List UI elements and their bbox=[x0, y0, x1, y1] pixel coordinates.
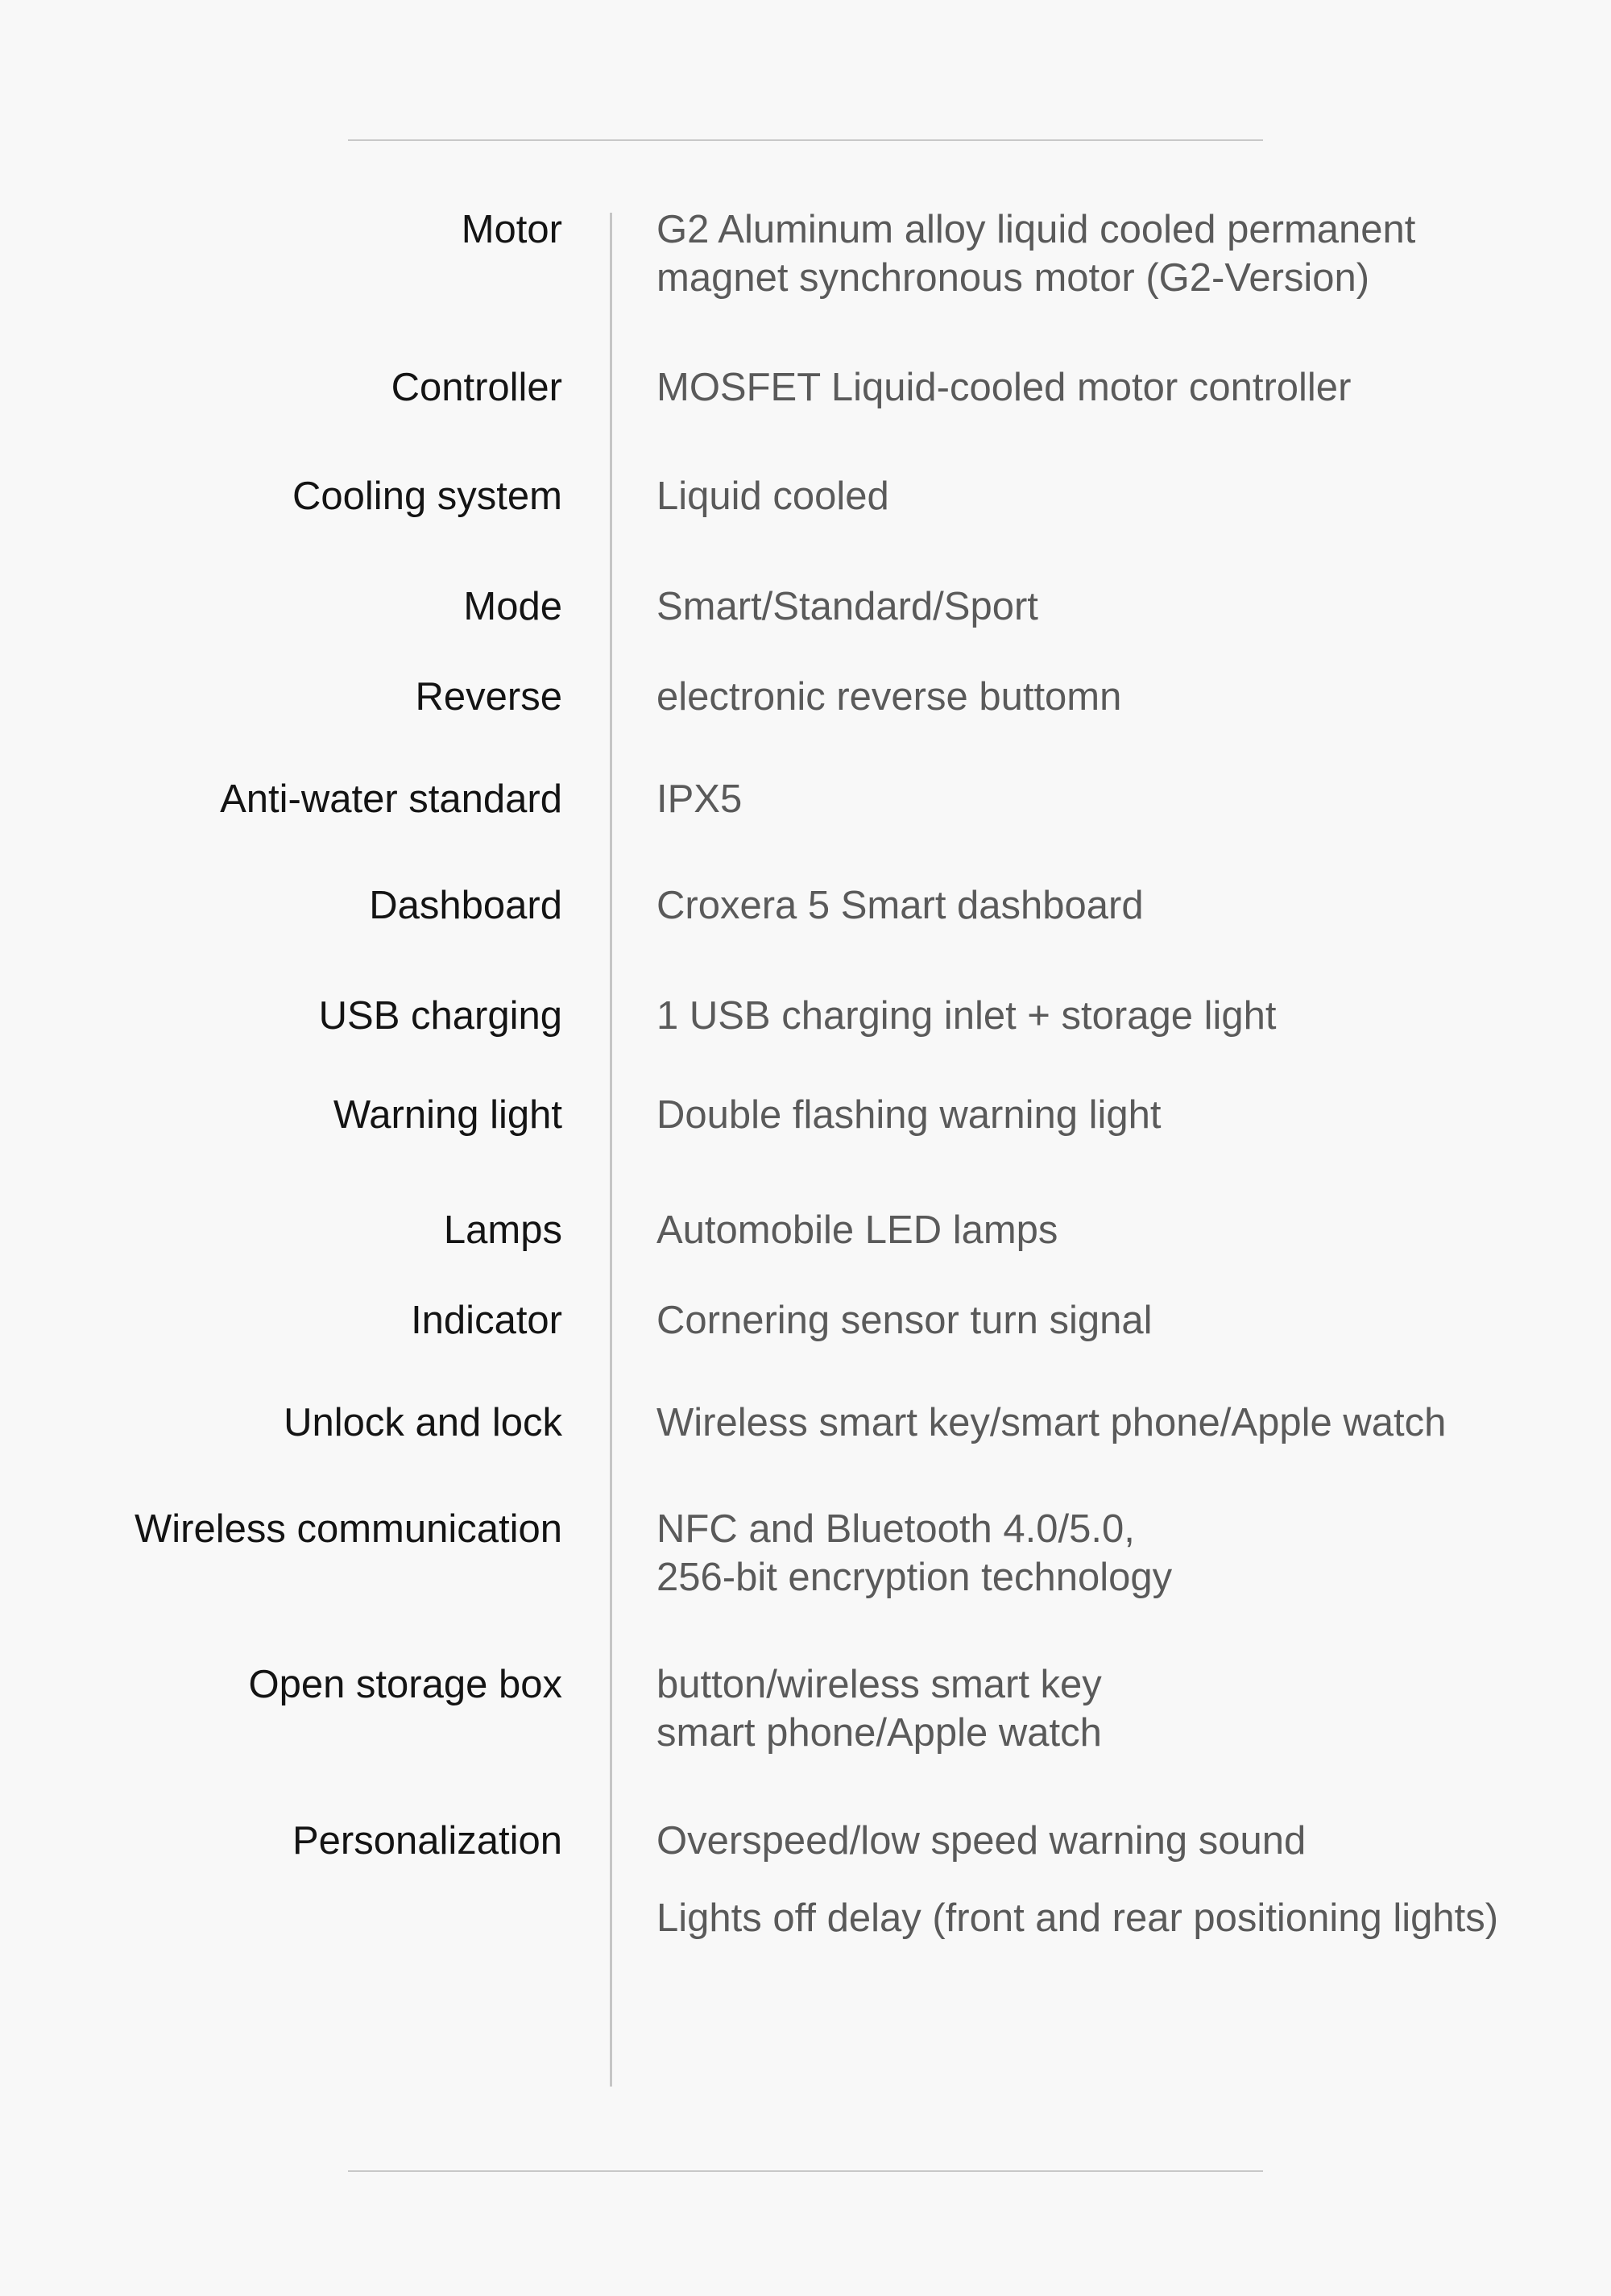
spec-value-line: Cornering sensor turn signal bbox=[656, 1299, 1153, 1342]
spec-label-anti-water-standard: Anti-water standard bbox=[220, 777, 562, 821]
spec-value-line: magnet synchronous motor (G2-Version) bbox=[656, 256, 1370, 300]
spec-label-reverse: Reverse bbox=[415, 675, 562, 719]
spec-label-unlock-and-lock: Unlock and lock bbox=[284, 1401, 562, 1444]
spec-value-line: Liquid cooled bbox=[656, 475, 889, 518]
spec-value-motor bbox=[656, 205, 1415, 302]
spec-label-warning-light: Warning light bbox=[333, 1093, 562, 1137]
spec-value-line: IPX5 bbox=[656, 777, 743, 821]
spec-value-anti-water-standard bbox=[656, 775, 742, 823]
spec-value-mode bbox=[656, 582, 1038, 631]
spec-value-lamps bbox=[656, 1206, 1058, 1254]
spec-value-controller bbox=[656, 363, 1351, 412]
spec-value-open-storage-box bbox=[656, 1660, 1102, 1757]
spec-value-warning-light bbox=[656, 1091, 1162, 1139]
spec-value-line: Double flashing warning light bbox=[656, 1093, 1162, 1137]
spec-value-line: Automobile LED lamps bbox=[656, 1208, 1058, 1252]
spec-value-line: NFC and Bluetooth 4.0/5.0, bbox=[656, 1507, 1135, 1551]
bottom-divider bbox=[348, 2170, 1263, 2172]
spec-value-line: G2 Aluminum alloy liquid cooled permanent bbox=[656, 208, 1416, 251]
spec-value-personalization bbox=[656, 1817, 1306, 1865]
spec-value-line: Wireless smart key/smart phone/Apple watch bbox=[656, 1401, 1447, 1444]
spec-value-dashboard bbox=[656, 881, 1144, 930]
spec-label-cooling-system: Cooling system bbox=[292, 475, 562, 518]
spec-label-usb-charging: USB charging bbox=[318, 994, 562, 1038]
spec-value-line: 256-bit encryption technology bbox=[656, 1556, 1173, 1599]
spec-value-line: Overspeed/low speed warning sound bbox=[656, 1819, 1307, 1863]
spec-value-line: button/wireless smart key bbox=[656, 1663, 1102, 1706]
spec-value-wireless-communication bbox=[656, 1505, 1172, 1602]
spec-value-line: Smart/Standard/Sport bbox=[656, 585, 1038, 628]
spec-label-wireless-communication: Wireless communication bbox=[135, 1507, 562, 1551]
spec-label-controller: Controller bbox=[391, 366, 562, 409]
spec-label-lamps: Lamps bbox=[443, 1208, 562, 1252]
spec-value-cooling-system bbox=[656, 472, 889, 520]
spec-label-personalization: Personalization bbox=[292, 1819, 562, 1863]
spec-value-unlock-and-lock bbox=[656, 1399, 1446, 1447]
top-divider bbox=[348, 139, 1263, 141]
spec-value-line: Croxera 5 Smart dashboard bbox=[656, 884, 1144, 927]
spec-label-open-storage-box: Open storage box bbox=[248, 1663, 562, 1706]
spec-value-line: smart phone/Apple watch bbox=[656, 1711, 1102, 1755]
spec-value-line: 1 USB charging inlet + storage light bbox=[656, 994, 1277, 1038]
spec-label-mode: Mode bbox=[463, 585, 562, 628]
spec-label-indicator: Indicator bbox=[411, 1299, 562, 1342]
spec-label-dashboard: Dashboard bbox=[369, 884, 562, 927]
spec-value-usb-charging bbox=[656, 992, 1276, 1040]
spec-value-reverse bbox=[656, 673, 1121, 721]
spec-value-indicator bbox=[656, 1296, 1153, 1345]
column-divider bbox=[610, 213, 612, 2087]
spec-value-line: MOSFET Liquid-cooled motor controller bbox=[656, 366, 1352, 409]
spec-value-line: electronic reverse buttomn bbox=[656, 675, 1122, 719]
spec-value-personalization-extra: Lights off delay (front and rear positioning lights) bbox=[656, 1896, 1499, 1940]
spec-label-motor: Motor bbox=[461, 208, 562, 251]
